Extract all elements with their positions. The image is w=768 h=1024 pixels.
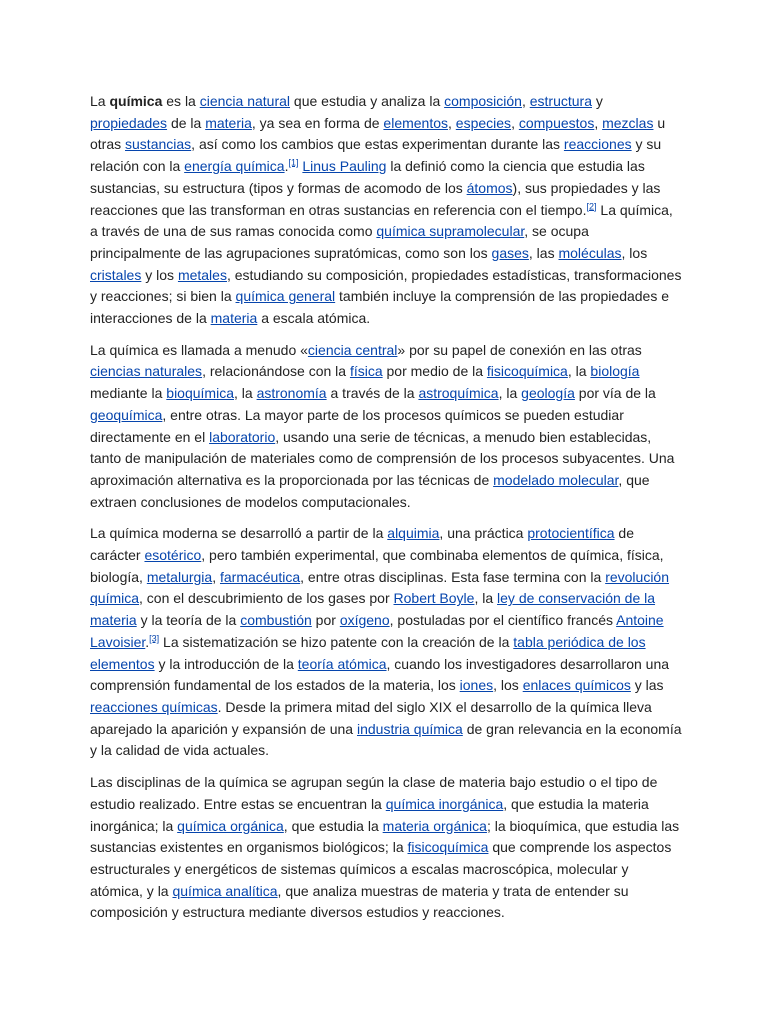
reference-marker [587, 201, 597, 211]
wiki-link[interactable]: geología [521, 385, 575, 402]
paragraph [90, 772, 682, 924]
paragraph-text: La química moderna se desarrolló a partir de la [90, 525, 388, 542]
paragraph-text: . [145, 633, 150, 650]
wiki-link[interactable]: oxígeno [339, 612, 390, 629]
paragraph-text: , [448, 114, 456, 131]
paragraph-text: , la [567, 363, 591, 380]
wiki-link[interactable]: enlaces químicos [522, 677, 631, 694]
paragraph-text: , con el descubrimiento de los gases por [139, 590, 394, 607]
paragraph-text: mediante la [90, 385, 167, 402]
paragraph-text: , que estudia la materia inorgánica; la [90, 795, 649, 834]
wiki-link[interactable]: cristales [90, 266, 142, 283]
paragraph-text: Las disciplinas de la química se agrupan según la clase de materia bajo estudio o el tipo de estudio realizado. Entre estas se encuentran la [90, 774, 658, 812]
paragraph-text: , que analiza muestras de materia y trata de entender su composición y estructura mediante diversos estudios y reacciones. [90, 882, 629, 921]
paragraph-text: , [594, 114, 603, 131]
paragraph-text: de carácter [90, 525, 634, 564]
wiki-link[interactable]: reacciones [563, 136, 632, 153]
wiki-link[interactable]: tabla periódica de los elementos [90, 633, 646, 672]
wiki-link[interactable]: ciencia natural [199, 93, 291, 109]
paragraph-text: , cuando los investigadores desarrollaron una comprensión fundamental de los estados de la materia, los [90, 655, 670, 694]
paragraph-text: La [90, 93, 110, 109]
wiki-link[interactable]: materia [210, 310, 258, 327]
wiki-link[interactable]: química orgánica [177, 817, 284, 834]
paragraph-text: , que extraen conclusiones de modelos computacionales. [90, 471, 650, 510]
paragraph-text: , entre otras. La mayor parte de los procesos químicos se pueden estudiar directamente en el [90, 406, 624, 445]
paragraph-text: u otras [90, 114, 666, 153]
paragraph-text: y las [630, 677, 664, 694]
paragraph-text: La química es llamada a menudo « [90, 341, 308, 358]
paragraph [90, 91, 682, 330]
wiki-link[interactable]: energía química [184, 158, 285, 175]
paragraph-text: La sistematización se hizo patente con la creación de la [159, 633, 514, 650]
paragraph-text: por [311, 612, 340, 629]
wiki-link[interactable]: Linus Pauling [302, 158, 387, 175]
wiki-link[interactable]: química inorgánica [385, 795, 504, 812]
paragraph-text: es la [162, 93, 200, 109]
paragraph-text: , entre otras disciplinas. Esta fase termina con la [300, 568, 606, 585]
paragraph-text: , pero también experimental, que combinaba elementos de química, física, biología, [90, 547, 664, 585]
paragraph-text: por medio de la [382, 363, 487, 380]
paragraph-text: . [284, 158, 289, 175]
paragraph-text: y la introducción de la [154, 655, 298, 672]
wiki-link[interactable]: Robert Boyle [393, 590, 475, 607]
wiki-link[interactable]: revolución química [90, 568, 670, 607]
paragraph-text: , [511, 114, 519, 131]
wiki-link[interactable]: especies [455, 114, 512, 131]
paragraph-text: ), sus propiedades y las reacciones que las transforman en otras sustancias en referencia con el tiempo. [90, 179, 661, 218]
wiki-link[interactable]: estructura [529, 93, 592, 109]
paragraph-text: , se ocupa principalmente de las agrupaciones supratómicas, como son los [90, 223, 589, 261]
wiki-link[interactable]: química supramolecular [376, 223, 525, 240]
wiki-link[interactable]: metales [177, 266, 227, 283]
wiki-link[interactable]: átomos [466, 179, 513, 196]
wiki-link[interactable]: astronomía [256, 385, 327, 402]
paragraph-text: y su relación con la [90, 136, 662, 175]
wiki-link[interactable]: protocientífica [527, 525, 615, 542]
wiki-link[interactable]: combustión [240, 612, 312, 629]
wiki-link[interactable]: moléculas [558, 244, 622, 261]
paragraph-text: , postuladas por el científico francés [389, 612, 617, 629]
wiki-link[interactable]: reacciones químicas [90, 698, 218, 715]
paragraph-text: de gran relevancia en la economía y la calidad de vida actuales. [90, 720, 682, 759]
wiki-link[interactable]: fisicoquímica [486, 363, 568, 380]
paragraph-text: , [521, 93, 530, 109]
paragraph-text: , ya sea en forma de [251, 114, 384, 131]
wiki-link[interactable]: metalurgia [146, 568, 213, 585]
paragraph-text: » por su papel de conexión en las otras [397, 341, 642, 358]
wiki-link[interactable]: fisicoquímica [407, 839, 489, 856]
paragraph-text: , los [493, 677, 523, 694]
wiki-link[interactable]: materia orgánica [382, 817, 487, 834]
paragraph-text: , las [528, 244, 559, 261]
paragraph-text: que comprende los aspectos estructurales y energéticos de sistemas químicos a escalas macroscópica, molecular y atómica, y la [90, 839, 672, 899]
bold-term: química [109, 93, 163, 109]
paragraph [90, 340, 682, 514]
paragraph-text: de la [167, 114, 206, 131]
paragraph-text: , estudiando su composición, propiedades estadísticas, transformaciones y reacciones; si bien la [90, 266, 682, 305]
paragraph-text: por vía de la [574, 385, 656, 402]
wiki-link[interactable]: biología [590, 363, 640, 380]
reference-link[interactable]: [3] [149, 633, 160, 644]
wiki-link[interactable]: mezclas [602, 114, 654, 131]
wiki-link[interactable]: esotérico [144, 547, 202, 564]
paragraph-text: , la [233, 385, 257, 402]
wiki-link[interactable]: laboratorio [209, 428, 276, 445]
paragraph-text: a través de la [326, 385, 419, 402]
paragraph-text: también incluye la comprensión de las propiedades e interacciones de la [90, 288, 670, 327]
wiki-link[interactable]: industria química [356, 720, 463, 737]
wiki-link[interactable]: química general [235, 288, 336, 305]
article-body [90, 91, 682, 934]
wiki-link[interactable]: modelado molecular [493, 471, 619, 488]
paragraph-text: y la teoría de la [136, 612, 241, 629]
wiki-link[interactable]: Antoine Lavoisier [90, 612, 664, 650]
reference-link[interactable]: [2] [586, 200, 597, 211]
paragraph-text: , usando una serie de técnicas, a menudo bien establecidas, tanto de manipulación de materiales como de comprensión de los procesos subyacentes. Una aproximación alternativa es la proporcionada por las técnicas de [90, 428, 675, 488]
wiki-link[interactable]: ley de conservación de la materia [90, 590, 656, 629]
wiki-link[interactable]: propiedades [90, 114, 168, 131]
reference-link[interactable]: [1] [288, 157, 299, 168]
wiki-link[interactable]: geoquímica [90, 406, 163, 423]
wiki-link[interactable]: compuestos [518, 114, 595, 131]
paragraph-text: , una práctica [439, 525, 528, 542]
wiki-link[interactable]: alquimia [387, 525, 440, 542]
wiki-link[interactable]: teoría atómica [297, 655, 387, 672]
paragraph-text: , que estudia la [283, 817, 383, 834]
paragraph-text: , así como los cambios que estas experimentan durante las [191, 136, 564, 153]
paragraph [90, 523, 682, 762]
wiki-link[interactable]: bioquímica [166, 385, 234, 402]
paragraph-text: y [591, 93, 603, 109]
wiki-link[interactable]: astroquímica [418, 385, 499, 402]
wiki-link[interactable]: gases [491, 244, 529, 261]
wiki-link[interactable]: ciencia central [307, 341, 398, 358]
paragraph-text: . Desde la primera mitad del siglo XIX el desarrollo de la química lleva aparejado la aparición y expansión de una [90, 698, 652, 737]
paragraph-text: , la [498, 385, 522, 402]
wiki-link[interactable]: elementos [383, 114, 449, 131]
wiki-link[interactable]: física [349, 363, 383, 380]
paragraph-text: que estudia y analiza la [290, 93, 445, 109]
paragraph-text: , [212, 568, 220, 585]
wiki-link[interactable]: composición [444, 93, 522, 109]
paragraph-text: , los [621, 244, 648, 261]
paragraph-text: la definió como la ciencia que estudia las sustancias, su estructura (tipos y formas de acomodo de los [90, 158, 645, 196]
paragraph-text: , relacionándose con la [202, 363, 350, 380]
paragraph-text: , la [474, 590, 498, 607]
wiki-link[interactable]: sustancias [125, 136, 192, 153]
paragraph-text: ; la bioquímica, que estudia las sustancias existentes en organismos biológicos; la [90, 817, 680, 856]
wiki-link[interactable]: farmacéutica [219, 568, 301, 585]
wiki-link[interactable]: iones [459, 677, 494, 694]
paragraph-text: La química, a través de una de sus ramas conocida como [90, 201, 673, 240]
reference-marker [288, 157, 298, 167]
wiki-link[interactable]: ciencias naturales [90, 363, 203, 380]
paragraph-text: y los [141, 266, 178, 283]
reference-marker [149, 633, 159, 643]
paragraph-text: a escala atómica. [257, 310, 371, 327]
wiki-link[interactable]: materia [205, 114, 252, 131]
wiki-link[interactable]: química analítica [172, 882, 278, 899]
